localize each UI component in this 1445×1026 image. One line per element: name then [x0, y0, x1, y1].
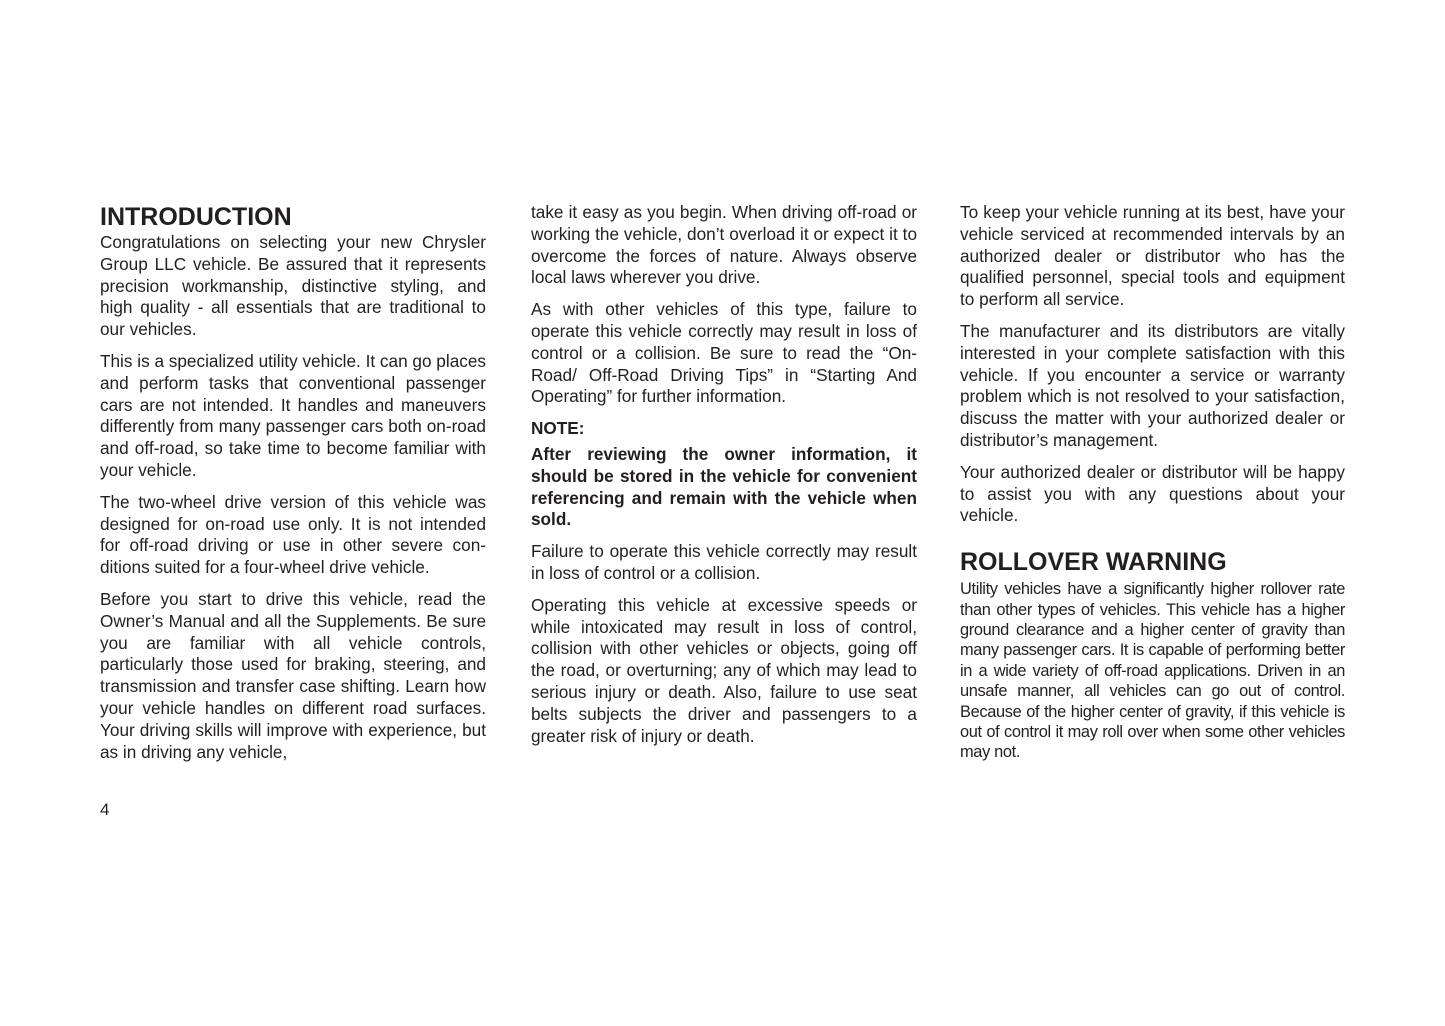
column-left — [100, 202, 486, 773]
paragraph-satisfaction: The manufacturer and its distributors are vitally interested in your complete satisfaction with this vehicle. If you encounter a service or warranty problem which is not resolved to your satisfaction, discuss the matter with your authorized dealer or distributor’s management. — [960, 320, 1345, 450]
note-label: NOTE: — [531, 418, 585, 439]
paragraph-congratulations: Congratulations on selecting your new Chrysler Group LLC vehicle. Be assured that it represents precision workmanship, distinctive styling, and high quality - all essentials that are traditional to our vehicles. — [100, 232, 486, 340]
paragraph-excessive-speeds: Operating this vehicle at excessive speeds or while intoxicated may result in loss of control, collision with other vehicles or objects, going off the road, or overturning; any of which may lead to serious injury or death. Also, failure to use seat belts subjects the driver and passengers to a greater risk of injury or death. — [531, 594, 917, 746]
paragraph-two-wheel-drive: The two-wheel drive version of this vehicle was designed for on-road use only. It is not intended for off-road driving or use in other severe conditions suited for a four-wheel drive vehicle. — [100, 491, 486, 578]
paragraph-before-you-start: Before you start to drive this vehicle, read the Owner’s Manual and all the Supplements. Be sure you are familiar with all vehicle controls, particularly those used for braking, steering, and transmission and transfer case shifting. Learn how your vehicle handles on different road surfaces. Your driving skills will improve with experience, but as in driving any vehicle, — [100, 588, 486, 762]
paragraph-specialized-vehicle: This is a specialized utility vehicle. It can go places and perform tasks that conventional passenger cars are not intended. It handles and maneuvers differently from many passenger cars both on-road and off-road, so take time to become familiar with your vehicle. — [100, 350, 486, 480]
paragraph-rollover: Utility vehicles have a significantly higher rollover rate than other types of vehicles. This vehicle has a higher ground clearance and a higher center of gravity than many passenger cars. It is capable of performing better in a wide variety of off-road applications. Driven in an unsafe manner, all vehicles can go out of control. Because of the higher center of gravity, if this vehicle is out of control it may roll over when some other vehicles may not. — [960, 580, 1345, 762]
column-middle — [531, 202, 917, 757]
introduction-heading: INTRODUCTION — [100, 203, 292, 231]
column-right — [960, 202, 1345, 773]
paragraph-failure-to-operate: As with other vehicles of this type, failure to operate this vehicle correctly may result in loss of control or a collision. Be sure to read the “On-Road/ Off-Road Driving Tips” in “Starting And Operating” for further information. — [531, 299, 917, 407]
paragraph-service: To keep your vehicle running at its best, have your vehicle serviced at recommended intervals by an authorized dealer or distributor who has the qualified personnel, special tools and equipment to perform all service. — [960, 202, 1345, 310]
paragraph-dealer-assist: Your authorized dealer or distributor will be happy to assist you with any questions about your vehicle. — [960, 461, 1345, 526]
page-number: 4 — [100, 800, 110, 819]
paragraph-loss-of-control: Failure to operate this vehicle correctly may result in loss of control or a collision. — [531, 541, 917, 583]
rollover-warning-heading: ROLLOVER WARNING — [960, 548, 1227, 577]
note-text: After reviewing the owner information, it should be stored in the vehicle for convenient referencing and remain with the vehicle when sold. — [531, 443, 917, 530]
paragraph-take-it-easy: take it easy as you begin. When driving off-road or working the vehicle, don’t overload it or expect it to overcome the forces of nature. Always observe local laws wherever you drive. — [531, 202, 917, 288]
